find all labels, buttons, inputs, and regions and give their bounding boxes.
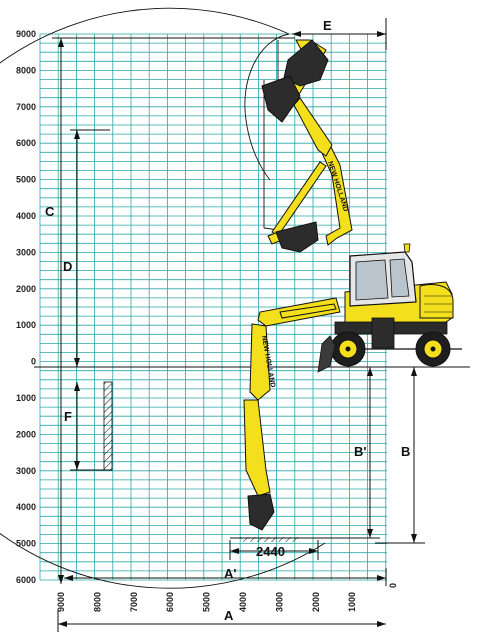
engine-hood [420, 285, 453, 318]
trench-wall-hatch [104, 382, 112, 470]
y-tick-label: 5000 [15, 538, 36, 549]
chassis-center [372, 318, 394, 348]
beacon-light [404, 244, 410, 252]
trench-floor-hatch [240, 537, 300, 542]
y-tick-label: 3000 [15, 247, 36, 258]
y-tick-label: 3000 [15, 465, 36, 476]
y-tick-label: 4000 [15, 211, 36, 221]
y-tick-label: 7000 [15, 101, 36, 112]
bucket-lowered [248, 494, 274, 530]
dimension-label-a-prime: A' [224, 566, 237, 581]
lowered-boom-arm [244, 298, 340, 530]
y-tick-label: 2000 [15, 429, 36, 440]
dimension-label-c: C [45, 204, 55, 219]
x-axis-zero-label: 0 [388, 582, 398, 588]
dimension-label-f: F [64, 409, 72, 424]
x-tick-label: 7000 [128, 591, 139, 612]
y-tick-label: 6000 [15, 575, 36, 585]
y-tick-label: 8000 [15, 65, 36, 76]
y-tick-label: 6000 [15, 138, 36, 149]
x-tick-label: 3000 [274, 591, 285, 612]
y-tick-label: 2000 [15, 283, 36, 294]
y-tick-label: 0 [30, 356, 36, 367]
x-tick-label: 4000 [238, 591, 248, 612]
dimension-label-a: A [224, 608, 234, 623]
x-tick-label: 1000 [347, 591, 358, 612]
dimension-label-b-prime: B' [354, 444, 367, 459]
y-tick-label: 1000 [15, 320, 36, 331]
x-tick-label: 9000 [56, 591, 66, 612]
y-tick-label: 1000 [15, 393, 36, 403]
dimension-label-2440: 2440 [256, 544, 285, 559]
x-tick-label: 5000 [201, 591, 212, 612]
y-tick-label: 4000 [15, 502, 36, 513]
y-axis-tick-labels [16, 29, 36, 585]
raised-boom-arm [262, 40, 352, 252]
y-tick-label: 9000 [15, 29, 36, 39]
x-axis-tick-labels [56, 592, 357, 612]
cab-window [356, 260, 388, 300]
y-tick-label: 5000 [15, 174, 36, 185]
boom-brand-text-lowered: NEW HOLLAND [260, 335, 277, 389]
x-tick-label: 6000 [165, 591, 176, 612]
dimension-label-b: B [401, 444, 411, 459]
dimension-label-d: D [63, 259, 73, 274]
x-tick-label: 8000 [92, 591, 103, 612]
x-tick-label: 2000 [310, 591, 321, 612]
boom-brand-text-raised: NEW HOLLAND [326, 160, 349, 213]
dimension-label-e: E [323, 18, 332, 33]
lowered-dipper [244, 400, 270, 496]
